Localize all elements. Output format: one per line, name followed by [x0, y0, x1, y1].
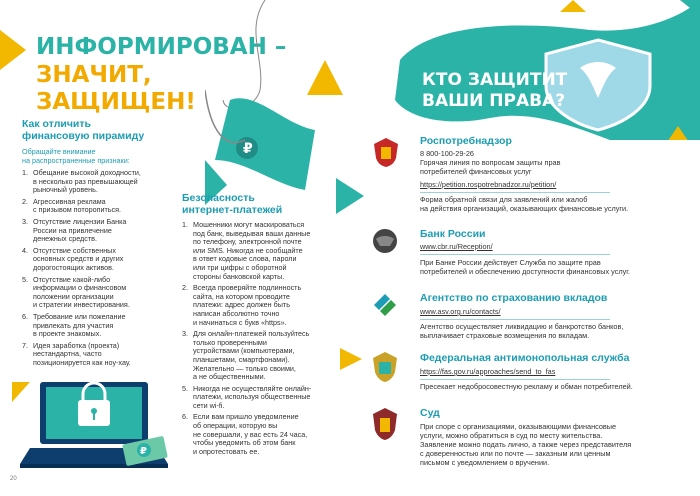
emblem-icon	[370, 350, 400, 384]
org-link[interactable]: https://petition.rospotrebnadzor.ru/petition/	[420, 180, 557, 189]
svg-text:₽: ₽	[140, 446, 147, 457]
security-tips-list	[182, 221, 347, 459]
org-description: При споре с организациями, оказывающими финансовые услуги, можно обратиться в суд по месту жительства. Заявление можно подать лично, а также через представителя с доверенностью или по почте — заказным или ценным письмом с уведомлением о вручении.	[420, 422, 632, 467]
list-item: 2. Всегда проверяйте подлинность сайта, на котором проводите платежи: адрес должен быть написан абсолютно точно и начинаться с букв «https».	[182, 283, 302, 327]
list-item: 3. Для онлайн-платежей пользуйтесь только проверенными устройствами (компьютерами, планшетами, смартфонами). Желательно — только своими, а не общественными.	[182, 329, 310, 382]
pyramid-heading-line2: финансовую пирамиду	[22, 130, 145, 142]
list-item: 2. Агрессивная реклама с призывом поторопиться.	[22, 196, 121, 215]
org-link[interactable]: www.asv.org.ru/contacts/	[420, 307, 501, 316]
svg-text:₽: ₽	[243, 141, 253, 157]
right-page	[350, 0, 700, 496]
emblem-icon	[372, 136, 400, 168]
emblem-icon	[370, 226, 400, 256]
org-description: Агентство осуществляет ликвидацию и банкротство банков, выплачивает страховые возмещения по вкладам.	[420, 322, 624, 340]
org-description: Форма обратной связи для заявлений или жалоб на действия организаций, оказывающих финансовые услуги.	[420, 195, 629, 213]
laptop-illustration	[12, 372, 172, 482]
triangle-decoration-icon	[307, 60, 343, 95]
org-link[interactable]: www.cbr.ru/Reception/	[420, 242, 493, 251]
org-title: Агентство по страхованию вкладов	[420, 292, 608, 304]
page-title-line2: ЗНАЧИТ,	[36, 62, 152, 88]
org-title: Роспотребнадзор	[420, 135, 512, 147]
org-description: Пресекает недобросовестную рекламу и обман потребителей.	[420, 382, 633, 391]
pyramid-intro-line1: Обращайте внимание	[22, 147, 96, 156]
list-item: 5. Никогда не осуществляйте онлайн- платежи, используя общественные сети wi-fi.	[182, 383, 312, 410]
scales-emblem-icon	[370, 406, 400, 442]
org-description: 8 800-100-29-26 Горячая линия по вопросам защиты прав потребителей финансовых услуг	[420, 149, 561, 176]
list-item: 6. Если вам пришло уведомление об операции, которую вы не совершали, у вас есть 24 часа, чтобы уведомить об этом банк и опротестовать ее.	[182, 412, 308, 456]
page-number: 20	[10, 476, 17, 482]
security-heading-line1: Безопасность	[182, 192, 255, 204]
org-title: Банк России	[420, 228, 486, 240]
divider	[420, 254, 610, 255]
org-description: При Банке России действует Служба по защите прав потребителей и обеспечению доступности финансовых услуг.	[420, 258, 631, 276]
divider	[420, 379, 610, 380]
triangle-decoration-icon	[340, 348, 362, 370]
divider	[420, 192, 610, 193]
page-title-line3: ЗАЩИЩЕН!	[36, 89, 196, 115]
asv-logo-icon	[370, 290, 400, 320]
right-title-line2: ВАШИ ПРАВА?	[422, 91, 566, 111]
page-title-line1: ИНФОРМИРОВАН –	[36, 34, 287, 60]
security-heading-line2: интернет-платежей	[182, 204, 283, 216]
list-item: 6. Требование или пожелание привлекать для участия в проекте знакомых.	[22, 311, 126, 339]
list-item: 3. Отсутствие лицензии Банка России на привлечение денежных средств.	[22, 216, 127, 244]
list-item: 4. Отсутствие собственных основных средств и других дорогостоящих активов.	[22, 245, 124, 272]
pyramid-signs-list	[22, 169, 172, 370]
org-title: Суд	[420, 407, 440, 419]
org-title: Федеральная антимонопольная служба	[420, 352, 630, 364]
list-item: 1. Обещание высокой доходности, в несколько раз превышающей рыночный уровень.	[22, 168, 141, 195]
dollar-note-icon	[215, 98, 315, 190]
pyramid-intro-line2: на распространенные признаки:	[22, 156, 130, 165]
pyramid-heading-line1: Как отличить	[22, 118, 91, 130]
org-link[interactable]: https://fas.gov.ru/approaches/send_to_fas	[420, 367, 556, 376]
triangle-decoration-icon	[336, 178, 364, 214]
list-item: 1. Мошенники могут маскироваться под банк, выведывая ваши данные по телефону, электронной почте или SMS. Никогда не сообщайте в ответ кодовые слова, пароли или три цифры с оборотной стороны банковской карты.	[182, 220, 311, 281]
divider	[420, 319, 610, 320]
triangle-decoration-icon	[0, 30, 28, 70]
right-title-line1: КТО ЗАЩИТИТ	[422, 70, 568, 90]
list-item: 7. Идея заработка (проекта) нестандартна, часто позиционируется как ноу-хау.	[22, 340, 131, 367]
list-item: 5. Отсутствие какой-либо информации о финансовом положении организации и стратегии инвестирования.	[22, 274, 130, 310]
